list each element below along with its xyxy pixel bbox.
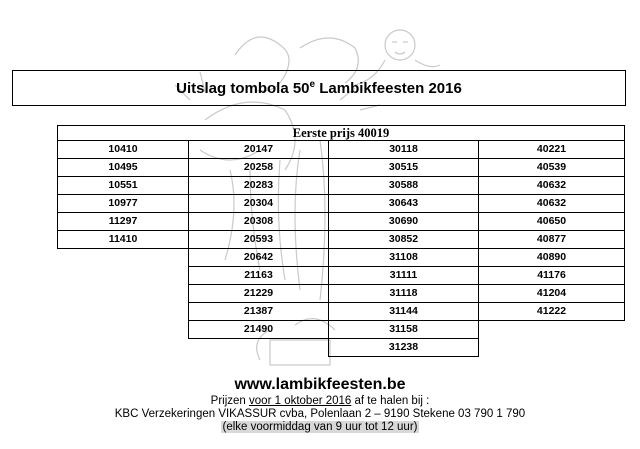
winning-number-cell: 20642: [188, 249, 329, 267]
winning-number-cell: 20308: [188, 213, 329, 231]
winning-number-cell: 11410: [57, 231, 189, 249]
results-title: Uitslag tombola 50e Lambikfeesten 2016: [176, 79, 462, 97]
numbers-column-20000: [188, 141, 329, 339]
numbers-column-40000: [478, 141, 625, 321]
winning-number-cell: 41204: [478, 285, 625, 303]
results-title-box: [12, 70, 626, 106]
winning-number-cell: 11297: [57, 213, 189, 231]
winning-number-cell: 10410: [57, 141, 189, 159]
winning-number-cell: 31111: [328, 267, 479, 285]
numbers-column-30000: [328, 141, 479, 357]
winning-number-cell: 40539: [478, 159, 625, 177]
winning-number-cell: 10977: [57, 195, 189, 213]
winning-number-cell: 21229: [188, 285, 329, 303]
winning-number-cell: 40890: [478, 249, 625, 267]
winning-number-cell: 20283: [188, 177, 329, 195]
winning-number-cell: 30588: [328, 177, 479, 195]
winning-number-cell: 20593: [188, 231, 329, 249]
winning-number-cell: 31144: [328, 303, 479, 321]
winning-number-cell: 31118: [328, 285, 479, 303]
winning-number-cell: 31238: [328, 339, 479, 357]
winning-number-cell: 20147: [188, 141, 329, 159]
winning-number-cell: 40877: [478, 231, 625, 249]
winning-number-cell: 41222: [478, 303, 625, 321]
winning-number-cell: 30852: [328, 231, 479, 249]
winning-number-cell: 40632: [478, 195, 625, 213]
pickup-address: KBC Verzekeringen VIKASSUR cvba, Polenlaan 2 – 9190 Stekene 03 790 1 790: [114, 408, 526, 420]
winning-number-cell: 30515: [328, 159, 479, 177]
winning-number-cell: 30690: [328, 213, 479, 231]
website-link[interactable]: www.lambikfeesten.be: [234, 376, 406, 393]
winning-number-cell: 10495: [57, 159, 189, 177]
footer: [0, 375, 640, 434]
winning-number-cell: 31158: [328, 321, 479, 339]
winning-numbers-table: [57, 125, 625, 355]
pickup-line: Prijzen voor 1 oktober 2016 af te halen bij :: [210, 395, 430, 407]
winning-number-cell: 21387: [188, 303, 329, 321]
winning-number-cell: 10551: [57, 177, 189, 195]
winning-number-cell: 20258: [188, 159, 329, 177]
winning-number-cell: 20304: [188, 195, 329, 213]
winning-number-cell: 40221: [478, 141, 625, 159]
pickup-hours: (elke voormiddag van 9 uur tot 12 uur): [222, 421, 418, 433]
winning-number-cell: 30118: [328, 141, 479, 159]
winning-number-cell: 21163: [188, 267, 329, 285]
pickup-deadline: voor 1 oktober 2016: [249, 395, 352, 407]
first-prize-header: Eerste prijs 40019: [57, 125, 625, 141]
winning-number-cell: 31108: [328, 249, 479, 267]
winning-number-cell: 41176: [478, 267, 625, 285]
numbers-column-10000: [57, 141, 189, 249]
winning-number-cell: 40632: [478, 177, 625, 195]
winning-number-cell: 40650: [478, 213, 625, 231]
winning-number-cell: 21490: [188, 321, 329, 339]
winning-number-cell: 30643: [328, 195, 479, 213]
